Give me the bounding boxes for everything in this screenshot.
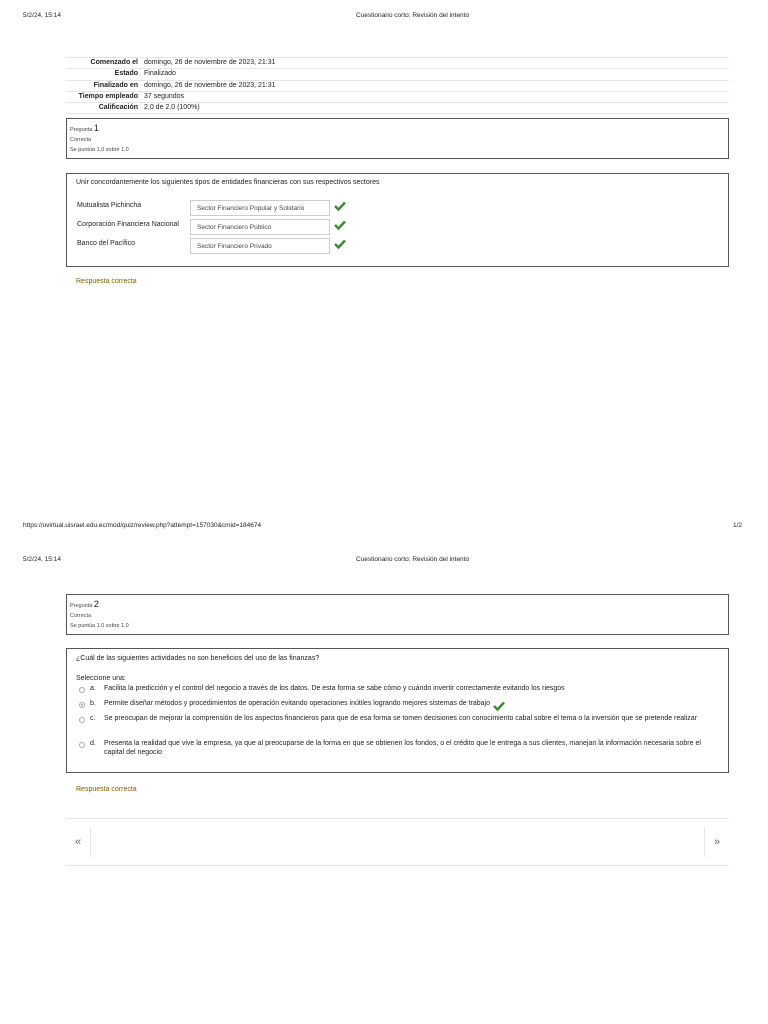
check-icon: [334, 220, 346, 230]
print-datetime: 5/2/24, 15:14: [23, 12, 61, 19]
question-text: ¿Cuál de las siguientes actividades no son beneficios del uso de las finanzas?: [76, 655, 320, 662]
question-text: Unir concordantemente los siguientes tipos de entidades financieras con sus respectivos sectores: [76, 179, 380, 186]
question-prefix: Pregunta: [70, 603, 93, 609]
print-title: Cuestionario corto: Revisión del intento: [356, 556, 470, 563]
question-1-info: [66, 118, 729, 159]
radio-button[interactable]: [79, 687, 85, 693]
summary-row-started: Comenzado el domingo, 26 de noviembre de 2023, 21:31: [66, 58, 729, 69]
question-number: 1: [93, 123, 99, 133]
match-select-2[interactable]: Sector Financiero Público: [190, 219, 330, 235]
match-label-1: Mutualista Pichincha: [77, 202, 142, 209]
question-grade: Se puntúa 1,0 sobre 1,0: [70, 147, 129, 153]
attempt-summary-table: [66, 57, 729, 114]
question-2-content: [66, 648, 729, 773]
question-2-info: [66, 594, 729, 635]
question-grade: Se puntúa 1,0 sobre 1,0: [70, 623, 129, 629]
question-2-feedback: Respuesta correcta: [76, 786, 137, 793]
print-url: https://uvirtual.uisrael.edu.ec/mod/quiz/review.php?attempt=157030&cmid=184674: [23, 522, 262, 529]
match-label-3: Banco del Pacífico: [77, 240, 135, 247]
question-1-feedback: Respuesta correcta: [76, 278, 137, 285]
summary-row-state: Estado Finalizado: [66, 69, 729, 80]
question-1-content: [66, 173, 729, 267]
question-state: Correcta: [70, 137, 92, 143]
answer-option-a[interactable]: a. Facilita la predicción y el control del negocio a través de los datos. De esta forma se sabe cómo y cuándo invertir correctamente evitando los riesgos: [79, 685, 719, 694]
previous-button[interactable]: «: [66, 827, 91, 857]
match-select-3[interactable]: Sector Financiero Privado: [190, 238, 330, 254]
match-label-2: Corporación Financiera Nacional: [77, 221, 179, 228]
print-title: Cuestionario corto: Revisión del intento: [356, 12, 470, 19]
answer-option-d[interactable]: d. Presenta la realidad que vive la empresa, ya que al preocuparse de la forma en que se obtienen los fondos, o el crédito que le entrega a sus clientes, manejan la información necesaria sobre el capital del negocio: [79, 740, 719, 757]
next-button[interactable]: »: [704, 827, 729, 857]
radio-button[interactable]: [79, 742, 85, 748]
radio-button[interactable]: [79, 717, 85, 723]
answer-option-c[interactable]: c. Se preocupan de mejorar la comprensión de los aspectos financieros para que de esa forma se tomen decisiones con conocimiento cabal sobre el tema o la inversión que se pretende realizar: [79, 715, 719, 724]
check-icon: [334, 201, 346, 211]
print-datetime: 5/2/24, 15:14: [23, 556, 61, 563]
question-prefix: Pregunta: [70, 127, 93, 133]
question-navigation: [66, 818, 729, 866]
answer-option-b[interactable]: b. Permite diseñar métodos y procedimientos de operación evitando operaciones inútiles logrando mejores sistemas de trabajo: [79, 700, 719, 711]
check-icon: [493, 701, 505, 711]
question-number: 2: [93, 599, 99, 609]
summary-row-grade: Calificación 2,0 de 2,0 (100%): [66, 103, 729, 114]
check-icon: [334, 239, 346, 249]
summary-row-finished: Finalizado en domingo, 26 de noviembre de 2023, 21:31: [66, 81, 729, 92]
question-state: Correcta: [70, 613, 92, 619]
radio-button-selected[interactable]: [79, 702, 85, 708]
select-one-prompt: Seleccione una:: [76, 675, 126, 682]
summary-row-time: Tiempo empleado 37 segundos: [66, 92, 729, 103]
print-page: 1/2: [733, 522, 743, 529]
match-select-1[interactable]: Sector Financiero Popular y Solidario: [190, 200, 330, 216]
